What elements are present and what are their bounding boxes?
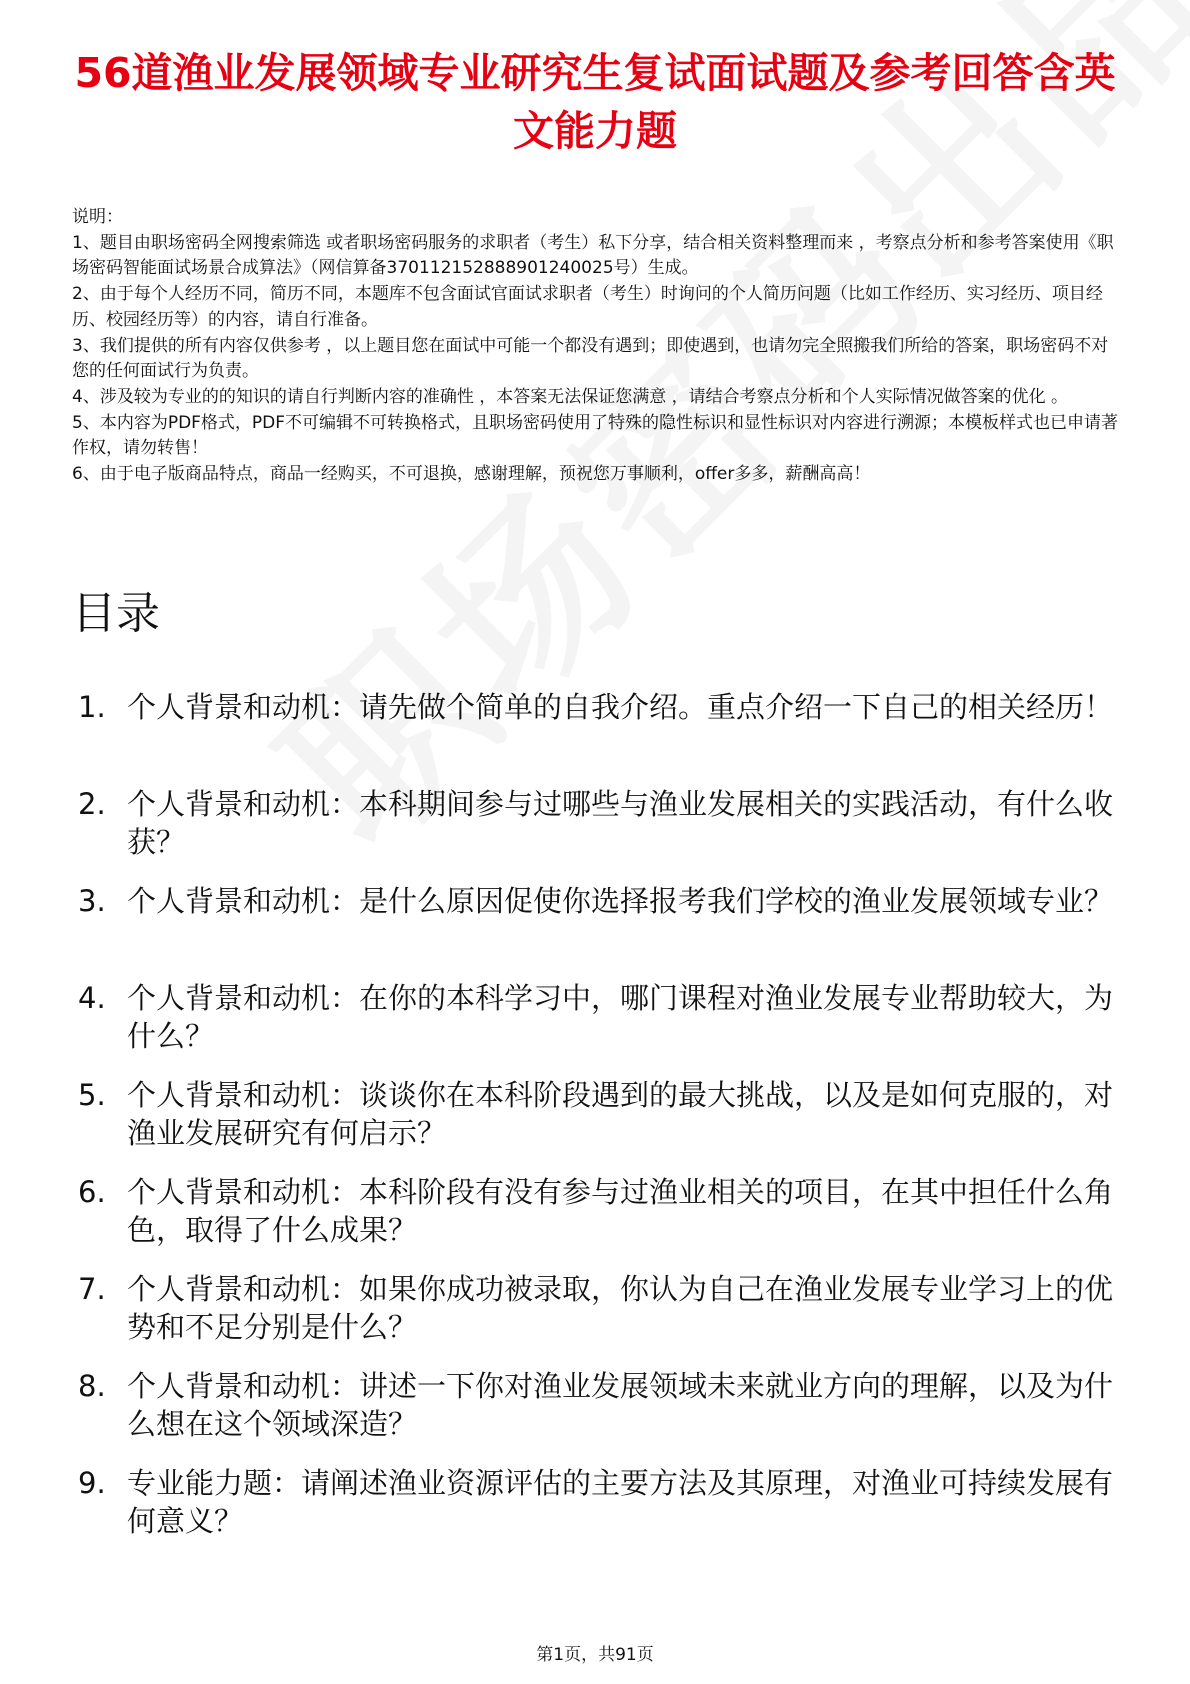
note-item-5: 5、本内容为PDF格式，PDF不可编辑不可转换格式，且职场密码使用了特殊的隐性标识和显性标识对内容进行溯源；本模板样式也已申请著作权，请勿转售！: [72, 412, 1119, 459]
notes-section: [72, 205, 1122, 488]
toc-item-number: 9.: [78, 1466, 106, 1500]
toc-item-7[interactable]: [72, 1270, 1122, 1346]
note-item-3: 3、我们提供的所有内容仅供参考 ，以上题目您在面试中可能一个都没有遇到；即使遇到，也请勿完全照搬我们所给的答案，职场密码不对您的任何面试行为负责。: [72, 335, 1109, 382]
toc-item-text: 个人背景和动机：本科阶段有没有参与过渔业相关的项目，在其中担任什么角色，取得了什么成果？: [127, 1175, 1114, 1247]
toc-item-6[interactable]: [72, 1173, 1122, 1249]
toc-item-text: 个人背景和动机：谈谈你在本科阶段遇到的最大挑战，以及是如何克服的，对渔业发展研究有何启示？: [127, 1078, 1114, 1150]
toc-item-8[interactable]: [72, 1367, 1122, 1443]
toc-item-number: 1.: [78, 690, 106, 724]
toc-item-number: 8.: [78, 1369, 106, 1403]
toc-item-number: 7.: [78, 1272, 106, 1306]
toc-item-number: 2.: [78, 787, 106, 821]
page-footer: 第1页，共91页: [536, 1645, 654, 1665]
note-item-4: 4、涉及较为专业的的知识的请自行判断内容的准确性 ，本答案无法保证您满意 ，请结合考察点分析和个人实际情况做答案的优化 。: [72, 386, 1069, 407]
toc-item-text: 专业能力题：请阐述渔业资源评估的主要方法及其原理，对渔业可持续发展有何意义？: [127, 1466, 1114, 1538]
note-item-6: 6、由于电子版商品特点，商品一经购买，不可退换，感谢理解，预祝您万事顺利，offer多多，薪酬高高！: [72, 464, 871, 485]
toc-item-number: 3.: [78, 884, 106, 918]
toc-item-text: 个人背景和动机：请先做个简单的自我介绍。重点介绍一下自己的相关经历！: [127, 690, 1114, 724]
note-item-1: 1、题目由职场密码全网搜索筛选 或者职场密码服务的求职者（考生）私下分享，结合相关资料整理而来 ，考察点分析和参考答案使用《职场密码智能面试场景合成算法》（网信算备370112152888901240025号）生成。: [72, 232, 1114, 279]
toc-item-5[interactable]: [72, 1076, 1122, 1152]
toc-item-number: 5.: [78, 1078, 106, 1112]
notes-heading: 说明：: [72, 207, 123, 227]
toc-heading: 目录: [72, 588, 160, 639]
toc-item-text: 个人背景和动机：讲述一下你对渔业发展领域未来就业方向的理解，以及为什么想在这个领域深造？: [127, 1369, 1114, 1441]
toc-item-1[interactable]: [72, 688, 1122, 764]
toc-item-2[interactable]: [72, 785, 1122, 861]
toc-item-number: 4.: [78, 981, 106, 1015]
note-item-2: 2、由于每个人经历不同，简历不同，本题库不包含面试官面试求职者（考生）时询问的个人简历问题（比如工作经历、实习经历、项目经历、校园经历等）的内容，请自行准备。: [72, 284, 1103, 330]
toc-item-text: 个人背景和动机：本科期间参与过哪些与渔业发展相关的实践活动，有什么收获？: [127, 787, 1114, 859]
toc-item-text: 个人背景和动机：是什么原因促使你选择报考我们学校的渔业发展领域专业？: [127, 884, 1114, 918]
toc-item-text: 个人背景和动机：如果你成功被录取，你认为自己在渔业发展专业学习上的优势和不足分别是什么？: [127, 1272, 1114, 1344]
toc-item-number: 6.: [78, 1175, 106, 1209]
toc-item-9[interactable]: [72, 1464, 1122, 1540]
document-title: 56道渔业发展领域专业研究生复试面试题及参考回答含英文能力题: [74, 49, 1116, 155]
toc-list: [72, 688, 1122, 1561]
toc-item-text: 个人背景和动机：在你的本科学习中，哪门课程对渔业发展专业帮助较大，为什么？: [127, 981, 1114, 1053]
toc-item-4[interactable]: [72, 979, 1122, 1055]
toc-item-3[interactable]: [72, 882, 1122, 958]
